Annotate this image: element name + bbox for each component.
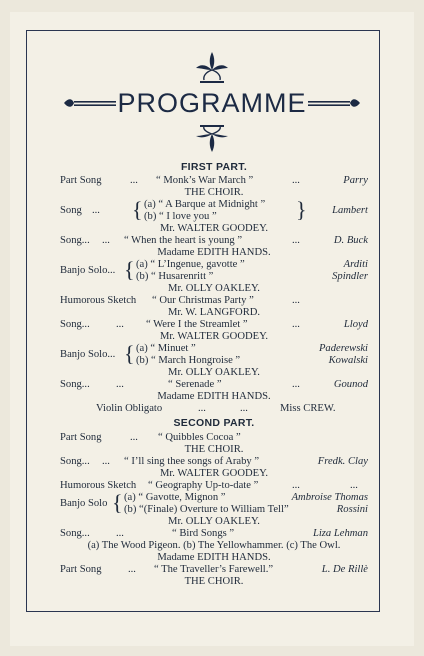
- item-type: Song...: [60, 527, 90, 539]
- item-piece: “ Serenade ”: [168, 379, 222, 391]
- item-piece: “ Quibbles Cocoa ”: [158, 431, 241, 443]
- item-composer: L. De Rillè: [321, 563, 368, 575]
- item-composer-a: Arditi: [343, 259, 368, 271]
- item-performer: Madame EDITH HANDS.: [157, 551, 271, 563]
- dots: ...: [350, 479, 358, 491]
- dots: ...: [292, 295, 300, 307]
- item-performer: Madame EDITH HANDS.: [157, 247, 271, 259]
- dots: ...: [92, 205, 100, 217]
- item-composer: Parry: [343, 175, 368, 187]
- programme-item: [60, 528, 368, 540]
- top-ornament: [0, 50, 424, 89]
- item-performer: THE CHOIR.: [184, 575, 244, 587]
- item-type: Song...: [60, 319, 90, 331]
- dots: ...: [292, 175, 300, 187]
- item-type: Song...: [60, 235, 90, 247]
- obligato-name: Miss CREW.: [280, 403, 336, 415]
- dots: ...: [240, 403, 248, 415]
- item-performer: THE CHOIR.: [184, 443, 244, 455]
- item-performer: Mr. OLLY OAKLEY.: [168, 367, 260, 379]
- item-composer-b: Spindler: [332, 271, 368, 283]
- programme-item: [60, 259, 368, 283]
- item-type: Banjo Solo: [60, 497, 108, 509]
- item-piece-a: (a) “ Gavotte, Mignon ”: [124, 491, 226, 503]
- item-performer: Mr. OLLY OAKLEY.: [168, 515, 260, 527]
- programme-item: [60, 564, 368, 576]
- first-part-heading: FIRST PART.: [180, 161, 248, 173]
- dots: ...: [292, 479, 300, 491]
- item-composer: Lambert: [332, 205, 368, 217]
- fleuron-icon: [192, 50, 232, 84]
- item-type: Part Song: [60, 175, 102, 187]
- item-performer: Mr. W. LANGFORD.: [167, 307, 261, 319]
- item-type: Part Song: [60, 431, 102, 443]
- item-performer: Madame EDITH HANDS.: [157, 391, 271, 403]
- item-type: Song...: [60, 455, 90, 467]
- left-brace: {: [124, 341, 135, 367]
- programme-item: [60, 456, 368, 468]
- left-brace: {: [124, 257, 135, 283]
- item-composer: D. Buck: [333, 235, 368, 247]
- item-composer-b: Rossini: [336, 503, 368, 515]
- item-type: Humorous Sketch: [60, 479, 137, 491]
- item-piece-b: (b) “ March Hongroise ”: [136, 355, 241, 367]
- item-composer: Lloyd: [343, 319, 368, 331]
- item-performer: THE CHOIR.: [184, 187, 244, 199]
- item-performer: Mr. WALTER GOODEY.: [159, 467, 269, 479]
- fleuron-icon: [192, 124, 232, 154]
- dots: ...: [116, 527, 124, 539]
- item-piece-a: (a) “ L’Ingenue, gavotte ”: [136, 259, 245, 271]
- dots: ...: [292, 319, 300, 331]
- item-piece: “ Were I the Streamlet ”: [146, 319, 248, 331]
- item-type: Banjo Solo...: [60, 349, 116, 361]
- page-title: PROGRAMME: [117, 88, 307, 118]
- item-type: Humorous Sketch: [60, 295, 137, 307]
- programme-item: [60, 379, 368, 391]
- programme-item: [60, 175, 368, 187]
- obligato-line: [60, 403, 368, 415]
- programme-item: [60, 480, 368, 492]
- left-brace: {: [112, 489, 123, 515]
- programme-item: [60, 489, 368, 516]
- programme-item: [60, 343, 368, 367]
- dots: ...: [292, 379, 300, 391]
- item-piece: “ When the heart is young ”: [124, 235, 243, 247]
- item-type: Song...: [60, 379, 90, 391]
- programme-item: [60, 295, 368, 307]
- item-composer-b: Kowalski: [328, 355, 368, 367]
- obligato-label: Violin Obligato: [96, 403, 163, 415]
- right-brace: }: [296, 197, 307, 223]
- item-subpieces: (a) The Wood Pigeon. (b) The Yellowhammer. (c) The Owl.: [87, 539, 341, 551]
- item-piece-a: (a) “ A Barque at Midnight ”: [144, 199, 266, 211]
- dots: ...: [116, 319, 124, 331]
- dots: ...: [292, 235, 300, 247]
- item-performer: Mr. OLLY OAKLEY.: [168, 283, 260, 295]
- dots: ...: [130, 175, 138, 187]
- dots: ...: [198, 403, 206, 415]
- programme-item: [60, 319, 368, 331]
- item-piece-b: (b) “ Husarenritt ”: [136, 271, 214, 283]
- item-performer: Mr. WALTER GOODEY.: [159, 331, 269, 343]
- item-composer: Gounod: [333, 379, 368, 391]
- item-performer: Mr. WALTER GOODEY.: [159, 223, 269, 235]
- left-brace: {: [132, 197, 143, 223]
- item-type: Song: [60, 205, 82, 217]
- item-piece: “ Monk’s War March ”: [156, 175, 254, 187]
- item-type: Part Song: [60, 563, 102, 575]
- item-piece: “ Geography Up-to-date ”: [148, 479, 259, 491]
- item-piece: “ Bird Songs ”: [172, 527, 235, 539]
- item-piece: “ Our Christmas Party ”: [152, 295, 254, 307]
- item-piece: “ I’ll sing thee songs of Araby ”: [124, 455, 260, 467]
- programme-item: [60, 432, 368, 444]
- item-composer: Liza Lehman: [312, 527, 368, 539]
- dots: ...: [116, 379, 124, 391]
- programme-list: [60, 162, 368, 588]
- dots: ...: [102, 455, 110, 467]
- item-piece-b: (b) “(Finale) Overture to William Tell”: [124, 503, 289, 515]
- dots: ...: [102, 235, 110, 247]
- item-piece: “ The Traveller’s Farewell.”: [154, 563, 274, 575]
- second-part-heading: SECOND PART.: [173, 417, 255, 430]
- dots: ...: [128, 563, 136, 575]
- programme-item: [60, 199, 368, 223]
- item-composer-a: Ambroise Thomas: [291, 491, 368, 503]
- item-composer: Fredk. Clay: [317, 455, 368, 467]
- item-composer-a: Paderewski: [318, 343, 368, 355]
- bottom-ornament: [0, 124, 424, 159]
- programme-item: [60, 235, 368, 247]
- dots: ...: [130, 431, 138, 443]
- item-type: Banjo Solo...: [60, 265, 116, 277]
- item-piece-a: (a) “ Minuet ”: [136, 343, 196, 355]
- item-piece-b: (b) “ I love you ”: [144, 211, 217, 223]
